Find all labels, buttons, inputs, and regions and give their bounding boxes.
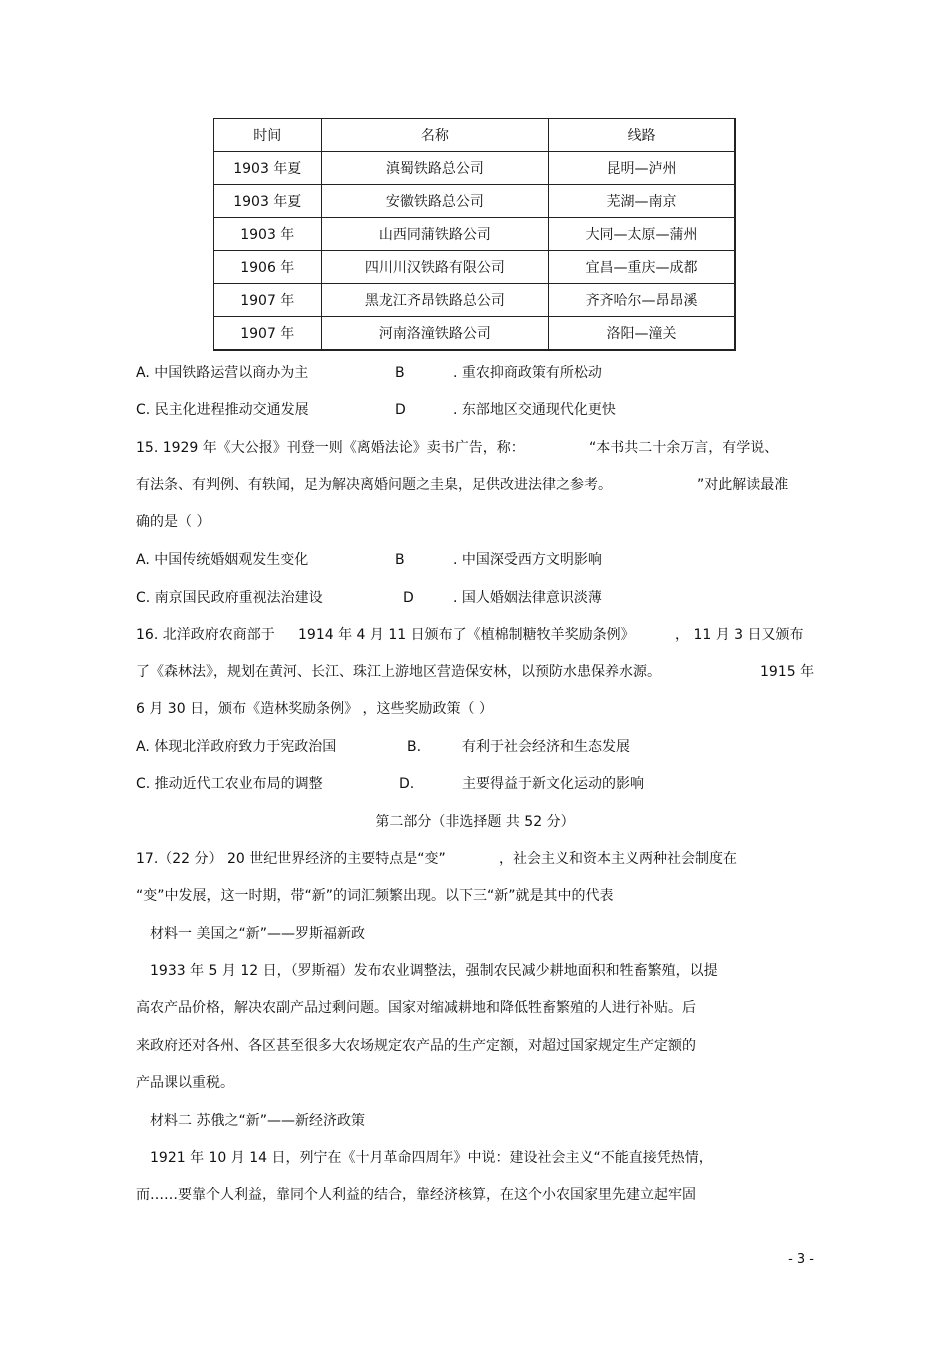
cell-time: 1903 年夏 xyxy=(214,152,322,185)
q17-stem-line1a: 17.（22 分） 20 世纪世界经济的主要特点是“变” xyxy=(136,851,446,867)
q15-stem-line2b: ”对此解读最准 xyxy=(697,477,789,493)
q16-option-c: C. 推动近代工农业布局的调整 xyxy=(136,776,323,792)
q14-option-d-letter: D xyxy=(395,402,406,418)
cell-route: 宜昌—重庆—成都 xyxy=(549,251,735,284)
q16-stem-line2a: 了《森林法》，规划在黄河、长江、珠江上游地区营造保安林，以预防水患保养水源。 xyxy=(136,664,661,680)
q16-option-b: 有利于社会经济和生态发展 xyxy=(462,739,630,755)
q15-stem-line2a: 有法条、有判例、有轶闻，足为解决离婚问题之圭臬，足供改进法律之参考。 xyxy=(136,477,612,493)
material-2-title: 材料二 苏俄之“新”——新经济政策 xyxy=(150,1113,365,1129)
q15-option-b: . 中国深受西方文明影响 xyxy=(453,552,602,568)
cell-time: 1903 年 xyxy=(214,218,322,251)
cell-time: 1903 年夏 xyxy=(214,185,322,218)
q16-stem-line1c: ， 11 月 3 日又颁布 xyxy=(675,627,804,643)
part2-heading: 第二部分（非选择题 共 52 分） xyxy=(375,814,575,830)
q16-stem-line2b: 1915 年 xyxy=(760,664,815,680)
q16-option-d: 主要得益于新文化运动的影响 xyxy=(462,776,644,792)
table-row xyxy=(214,152,736,185)
cell-route: 齐齐哈尔—昂昂溪 xyxy=(549,284,735,317)
railway-table xyxy=(213,118,736,351)
material-1-line4: 产品课以重税。 xyxy=(136,1075,234,1091)
material-1-line1: 1933 年 5 月 12 日，（罗斯福）发布农业调整法，强制农民减少耕地面积和牲畜繁殖，以提 xyxy=(150,963,718,979)
cell-time: 1907 年 xyxy=(214,284,322,317)
q16-stem-line3: 6 月 30 日，颁布《造林奖励条例》 ，这些奖励政策（ ） xyxy=(136,701,493,717)
header-time: 时间 xyxy=(214,119,322,152)
table-row xyxy=(214,185,736,218)
q16-stem-line1b: 1914 年 4 月 11 日颁布了《植棉制糖牧羊奖励条例》 xyxy=(298,627,635,643)
table-header-row xyxy=(214,119,736,152)
q15-stem-line3: 确的是（ ） xyxy=(136,514,211,530)
material-1-line2: 高农产品价格，解决农副产品过剩问题。国家对缩减耕地和降低牲畜繁殖的人进行补贴。后 xyxy=(136,1000,696,1016)
q15-stem-line1a: 15. 1929 年《大公报》刊登一则《离婚法论》卖书广告，称： xyxy=(136,440,525,456)
q15-option-a: A. 中国传统婚姻观发生变化 xyxy=(136,552,309,568)
q15-stem-line1b: “本书共二十余万言，有学说、 xyxy=(589,440,779,456)
material-1-title: 材料一 美国之“新”——罗斯福新政 xyxy=(150,926,365,942)
material-1-line3: 来政府还对各州、各区甚至很多大农场规定农产品的生产定额，对超过国家规定生产定额的 xyxy=(136,1038,696,1054)
cell-time: 1906 年 xyxy=(214,251,322,284)
header-name: 名称 xyxy=(321,119,549,152)
q17-stem-line1b: ，社会主义和资本主义两种社会制度在 xyxy=(499,851,737,867)
table-row xyxy=(214,317,736,351)
cell-route: 芜湖—南京 xyxy=(549,185,735,218)
q15-option-d-letter: D xyxy=(403,590,414,606)
cell-name: 四川川汉铁路有限公司 xyxy=(321,251,549,284)
table-row xyxy=(214,284,736,317)
q14-option-c: C. 民主化进程推动交通发展 xyxy=(136,402,309,418)
cell-name: 河南洛潼铁路公司 xyxy=(321,317,549,351)
material-2-line2: 而……要靠个人利益，靠同个人利益的结合，靠经济核算，在这个小农国家里先建立起牢固 xyxy=(136,1187,696,1203)
q16-option-a: A. 体现北洋政府致力于宪政治国 xyxy=(136,739,337,755)
q15-option-d: . 国人婚姻法律意识淡薄 xyxy=(453,590,602,606)
cell-name: 安徽铁路总公司 xyxy=(321,185,549,218)
q14-option-a: A. 中国铁路运营以商办为主 xyxy=(136,365,309,381)
material-2-line1: 1921 年 10 月 14 日，列宁在《十月革命四周年》中说：建设社会主义“不能直接凭热情， xyxy=(150,1150,713,1166)
cell-name: 黑龙江齐昂铁路总公司 xyxy=(321,284,549,317)
cell-name: 山西同蒲铁路公司 xyxy=(321,218,549,251)
page-number: - 3 - xyxy=(788,1252,814,1267)
q15-option-c: C. 南京国民政府重视法治建设 xyxy=(136,590,323,606)
cell-name: 滇蜀铁路总公司 xyxy=(321,152,549,185)
q14-option-b: . 重农抑商政策有所松动 xyxy=(453,365,602,381)
q17-stem-line2: “变”中发展，这一时期，带“新”的词汇频繁出现。以下三“新”就是其中的代表 xyxy=(136,888,614,904)
cell-time: 1907 年 xyxy=(214,317,322,351)
q16-stem-line1a: 16. 北洋政府农商部于 xyxy=(136,627,275,643)
cell-route: 昆明—泸州 xyxy=(549,152,735,185)
header-route: 线路 xyxy=(549,119,735,152)
table-row xyxy=(214,251,736,284)
q14-option-b-letter: B xyxy=(395,365,405,381)
cell-route: 大同—太原—蒲州 xyxy=(549,218,735,251)
cell-route: 洛阳—潼关 xyxy=(549,317,735,351)
q16-option-b-letter: B. xyxy=(407,739,422,755)
q16-option-d-letter: D. xyxy=(399,776,415,792)
q15-option-b-letter: B xyxy=(395,552,405,568)
table-row xyxy=(214,218,736,251)
q14-option-d: . 东部地区交通现代化更快 xyxy=(453,402,616,418)
